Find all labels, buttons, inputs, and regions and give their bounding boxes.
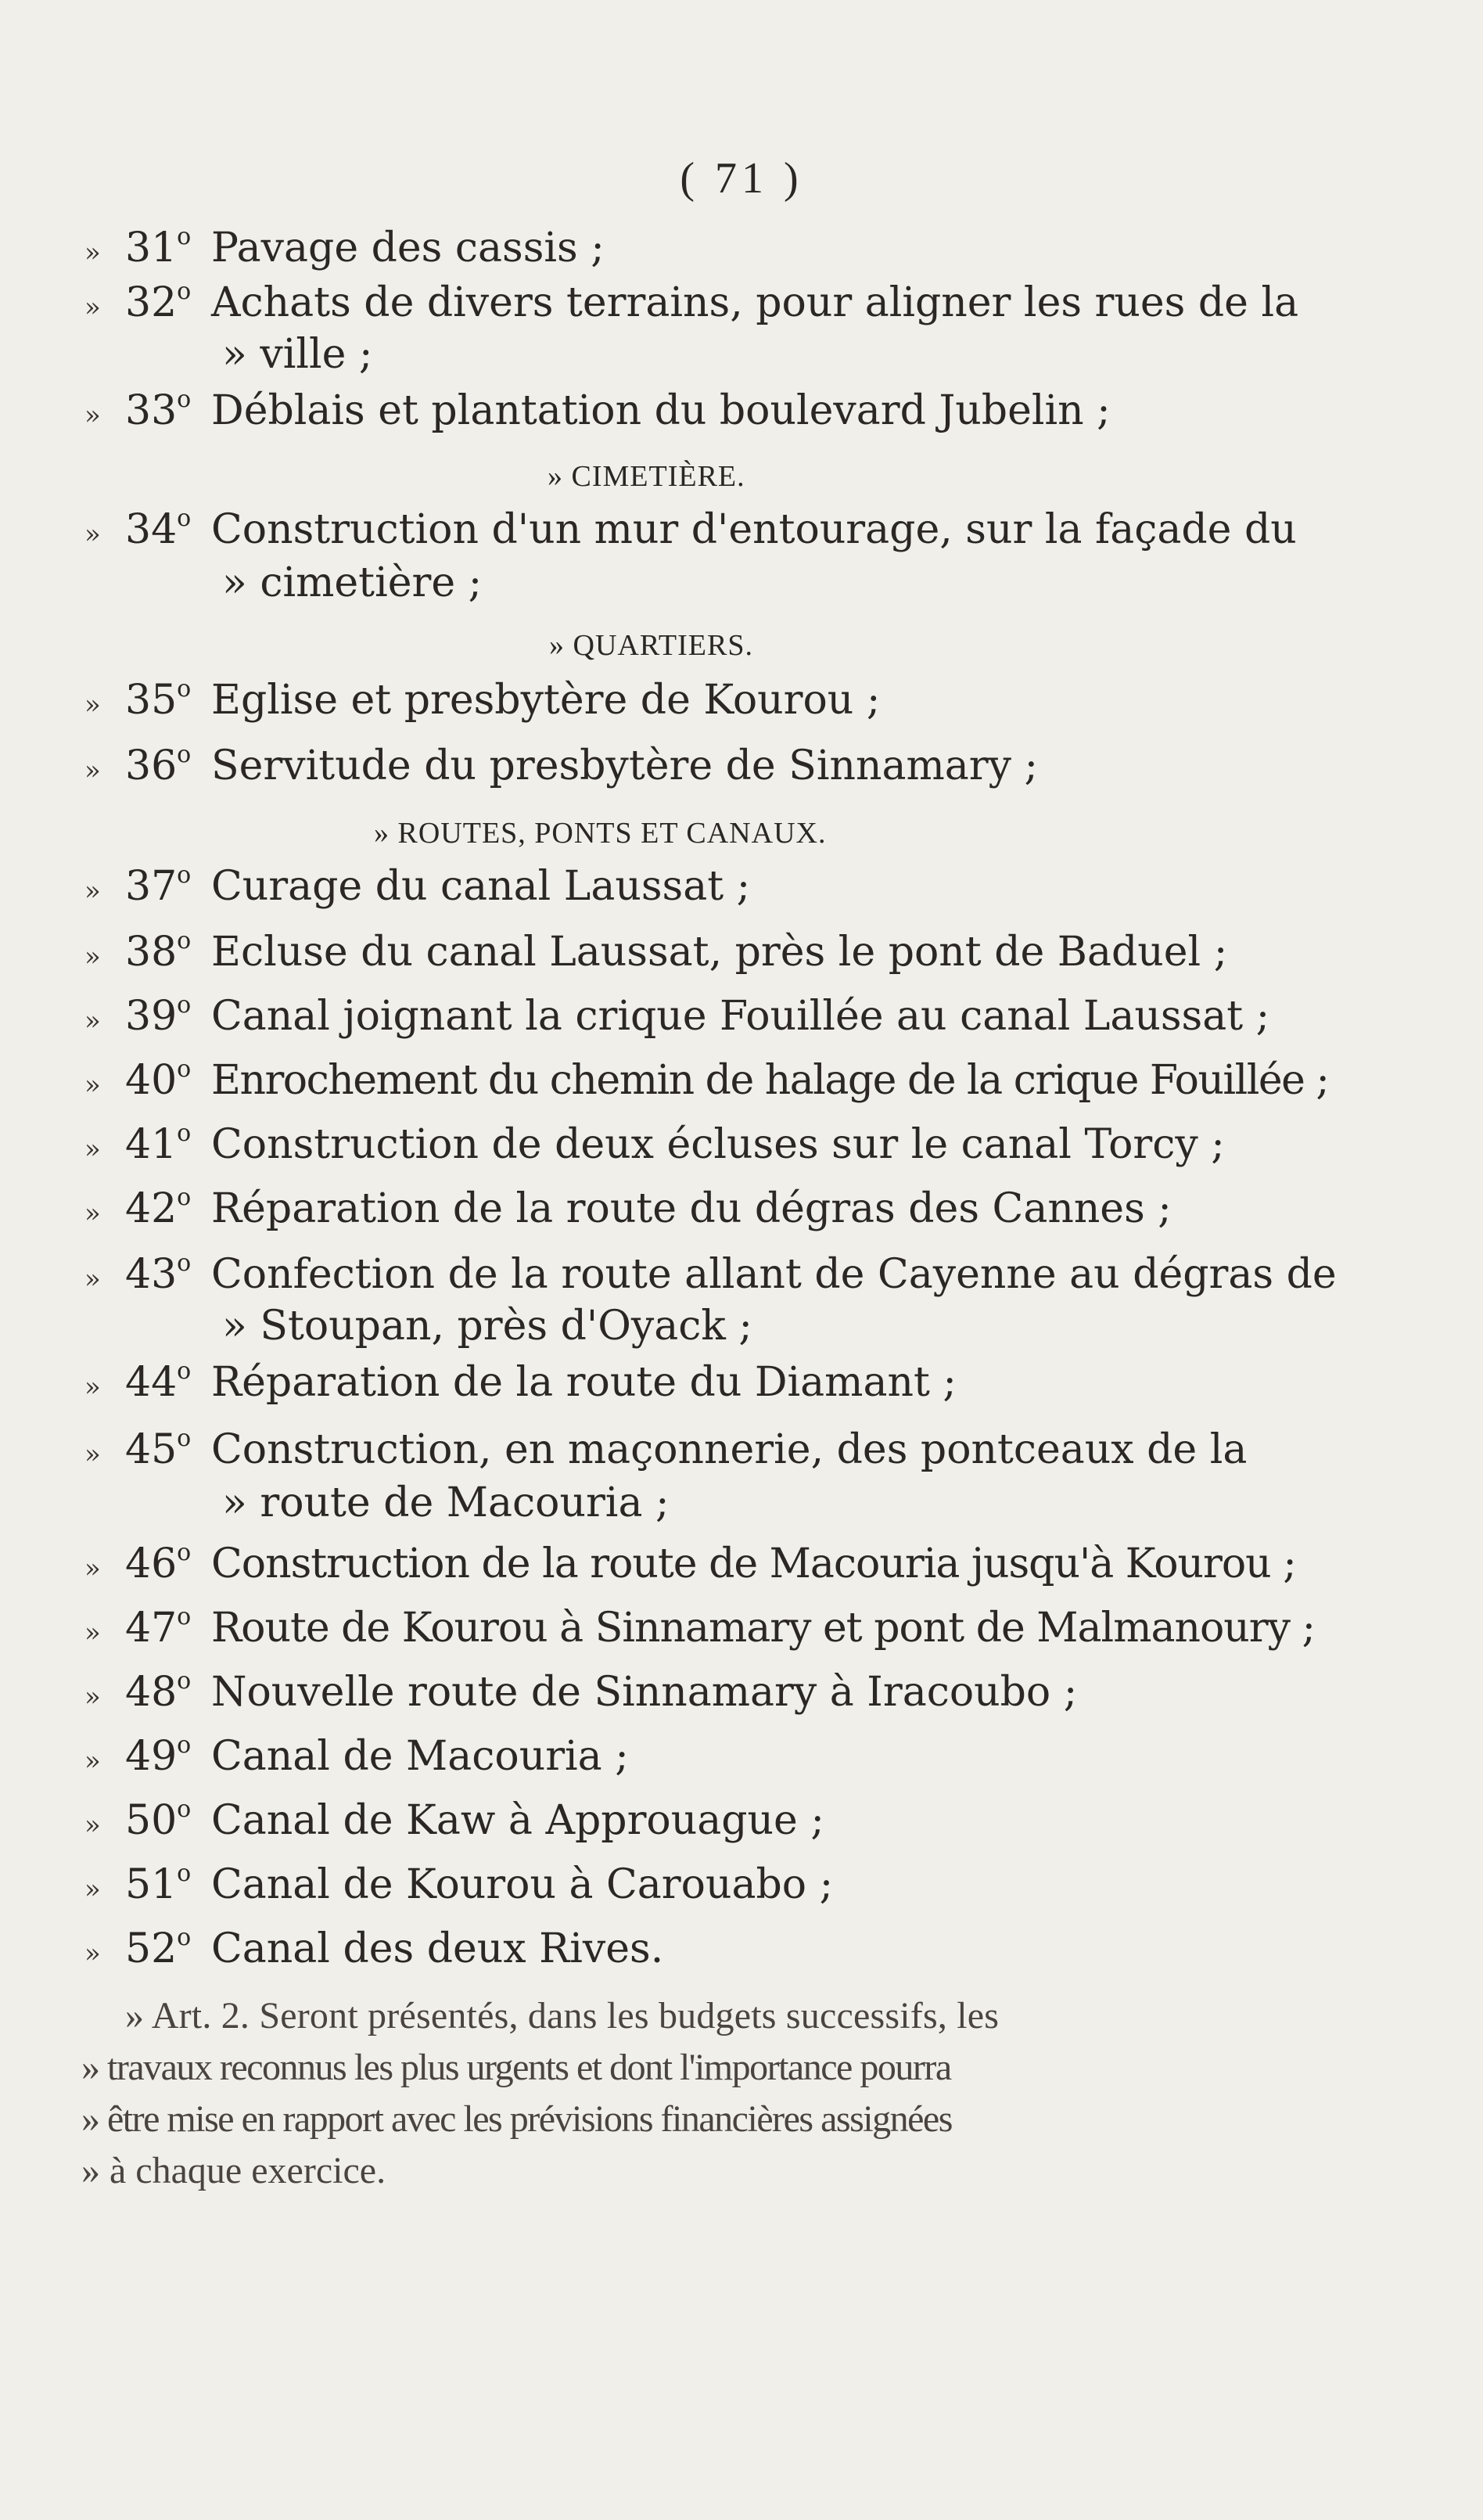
item-number: 51$^o$: [125, 1860, 192, 1908]
item-number: 43$^o$: [125, 1249, 192, 1298]
item-text: Canal des deux Rives.: [211, 1925, 664, 1972]
section-heading: » CIMETIÈRE.: [548, 460, 745, 493]
quote-mark: »: [84, 1069, 101, 1101]
item-text: Construction de deux écluses sur le canal Torcy ;: [211, 1121, 1225, 1168]
article-line: » à chaque exercice.: [81, 2150, 386, 2191]
quote-mark: »: [84, 1874, 101, 1905]
quote-mark: »: [84, 1553, 101, 1584]
item-number: 31$^o$: [125, 223, 192, 271]
quote-mark: »: [84, 519, 101, 550]
quote-mark: »: [84, 1745, 101, 1777]
item-text: Canal joignant la crique Fouillée au canal Laussat ;: [211, 993, 1270, 1040]
item-number: 50$^o$: [125, 1796, 192, 1844]
quote-mark: »: [84, 1617, 101, 1648]
item-number: 34$^o$: [125, 505, 192, 553]
item-number: 40$^o$: [125, 1055, 192, 1104]
quote-mark: »: [84, 689, 101, 721]
item-number: 48$^o$: [125, 1667, 192, 1716]
quote-mark: »: [84, 1810, 101, 1841]
section-heading: » QUARTIERS.: [549, 629, 753, 662]
quote-mark: »: [84, 1938, 101, 1969]
quote-mark: »: [84, 400, 101, 431]
item-text: Réparation de la route du dégras des Cannes ;: [211, 1185, 1172, 1232]
item-number: 32$^o$: [125, 278, 192, 326]
quote-mark: »: [84, 1371, 101, 1403]
page-number: ( 71 ): [680, 154, 803, 203]
quote-mark: »: [84, 875, 101, 907]
item-text: Eglise et presbytère de Kourou ;: [211, 677, 881, 724]
item-text: Construction, en maçonnerie, des pontceaux de la: [211, 1426, 1248, 1473]
item-text: Achats de divers terrains, pour aligner les rues de la: [211, 279, 1299, 326]
item-text-continued: » route de Macouria ;: [222, 1479, 670, 1526]
quote-mark: »: [84, 1005, 101, 1037]
quote-mark: »: [84, 1134, 101, 1165]
item-number: 42$^o$: [125, 1184, 192, 1232]
item-text: Servitude du presbytère de Sinnamary ;: [211, 742, 1039, 789]
item-number: 41$^o$: [125, 1120, 192, 1168]
item-text-continued: » Stoupan, près d'Oyack ;: [222, 1303, 752, 1350]
quote-mark: »: [84, 1264, 101, 1295]
quote-mark: »: [84, 1681, 101, 1713]
item-number: 45$^o$: [125, 1425, 192, 1473]
item-number: 47$^o$: [125, 1603, 192, 1652]
item-number: 39$^o$: [125, 991, 192, 1040]
item-text: Enrochement du chemin de halage de la crique Fouillée ;: [211, 1057, 1329, 1104]
item-text: Canal de Macouria ;: [211, 1733, 629, 1780]
item-number: 37$^o$: [125, 861, 192, 910]
quote-mark: »: [84, 237, 101, 268]
article-line: » Art. 2. Seront présentés, dans les budgets successifs, les: [125, 1995, 1000, 2036]
item-number: 38$^o$: [125, 927, 192, 976]
item-text: Pavage des cassis ;: [211, 225, 605, 271]
section-heading: » ROUTES, PONTS ET CANAUX.: [374, 817, 827, 850]
item-text: Réparation de la route du Diamant ;: [211, 1359, 957, 1406]
item-text: Confection de la route allant de Cayenne au dégras de: [211, 1251, 1337, 1298]
item-number: 52$^o$: [125, 1924, 192, 1972]
item-text-continued: » cimetière ;: [222, 559, 483, 606]
item-text: Canal de Kaw à Approuague ;: [211, 1797, 824, 1844]
quote-mark: »: [84, 292, 101, 323]
item-text: Déblais et plantation du boulevard Jubelin ;: [211, 387, 1111, 434]
quote-mark: »: [84, 941, 101, 972]
article-line: » être mise en rapport avec les prévisions financières assignées: [81, 2098, 952, 2140]
quote-mark: »: [84, 755, 101, 786]
item-number: 33$^o$: [125, 386, 192, 434]
quote-mark: »: [84, 1439, 101, 1470]
item-text: Route de Kourou à Sinnamary et pont de Malmanoury ;: [211, 1605, 1316, 1652]
item-text: Curage du canal Laussat ;: [211, 863, 751, 910]
quote-mark: »: [84, 1198, 101, 1229]
item-text: Nouvelle route de Sinnamary à Iracoubo ;: [211, 1669, 1078, 1716]
item-text: Construction de la route de Macouria jusqu'à Kourou ;: [211, 1540, 1296, 1587]
item-number: 36$^o$: [125, 741, 192, 789]
item-text-continued: » ville ;: [222, 331, 373, 378]
item-text: Construction d'un mur d'entourage, sur la façade du: [211, 506, 1297, 553]
item-number: 44$^o$: [125, 1357, 192, 1406]
item-text: Canal de Kourou à Carouabo ;: [211, 1861, 834, 1908]
item-number: 46$^o$: [125, 1539, 192, 1587]
item-text: Ecluse du canal Laussat, près le pont de Baduel ;: [211, 929, 1228, 976]
item-number: 35$^o$: [125, 675, 192, 724]
item-number: 49$^o$: [125, 1731, 192, 1780]
article-line: » travaux reconnus les plus urgents et dont l'importance pourra: [81, 2047, 951, 2088]
